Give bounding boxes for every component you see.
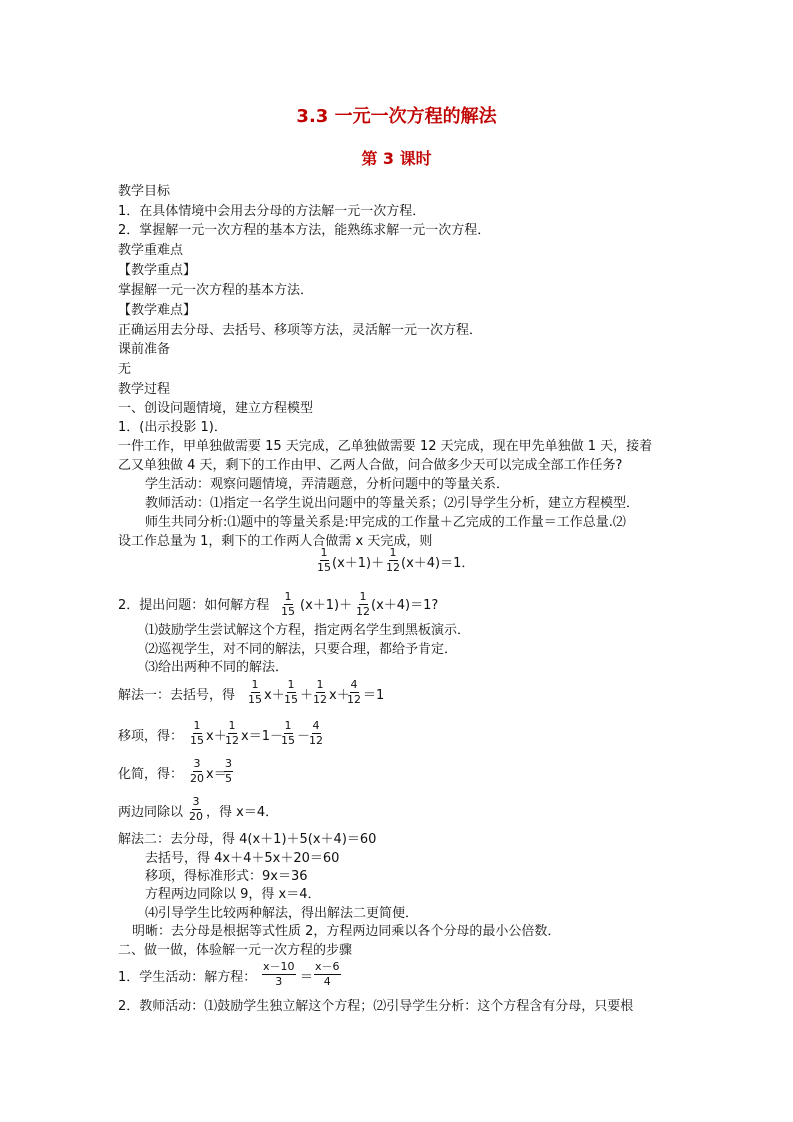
solution-1-text: 解法一：去括号，得 (118, 688, 236, 703)
solution-2: 解法二：去分母，得 4(x＋1)＋5(x＋4)＝60 (118, 832, 377, 847)
heading-preparation: 课前准备 (118, 342, 171, 357)
objective-1: 1．在具体情境中会用去分母的方法解一元一次方程． (118, 204, 426, 219)
fraction: $\frac{1}{15}$ (248, 678, 262, 706)
joint-analysis-2: 设工作总量为 1，剩下的工作两人合做需 x 天完成，则 (118, 534, 433, 549)
equation-part: (x＋1)＋ (332, 556, 385, 571)
objective-2: 2．掌握解一元一次方程的基本方法，能熟练求解一元一次方程． (118, 223, 491, 238)
clarification: 明晰：去分母是根据等式性质 2，方程两边同乘以各个分母的最小公倍数． (132, 924, 561, 939)
solution-2-expand: 去括号，得 4x＋4＋5x＋20＝60 (145, 851, 340, 866)
equation-part: x＝1－ (241, 729, 283, 744)
equation-part: (x＋4)＝1． (401, 556, 475, 571)
student-activity: 学生活动：观察问题情境，弄清题意，分析问题中的等量关系． (145, 477, 510, 492)
simplify-text: 化简，得： (118, 767, 184, 782)
equation-part: (x＋1)＋ (300, 598, 353, 613)
fraction: $\frac{x-10}{3}$ (263, 960, 295, 988)
fraction: $\frac{4}{12}$ (309, 719, 323, 747)
problem-line-2: 乙又单独做 4 天，剩下的工作由甲、乙两人合做，问合做多少天可以完成全部工作任务? (118, 458, 623, 473)
equation-part: x＋ (329, 688, 350, 703)
heading-difficulty: 【教学难点】 (118, 303, 197, 318)
equation-part: x＋ (206, 729, 227, 744)
preparation-text: 无 (118, 362, 132, 377)
fraction: $\frac{1}{15}$ (281, 590, 295, 618)
fraction: $\frac{1}{12}$ (225, 719, 239, 747)
equation-part: ＝1 (363, 688, 385, 703)
equation-part: ＝ (300, 970, 314, 985)
step-patrol: ⑵巡视学生，对不同的解法，只要合理，都给予肯定． (145, 642, 458, 657)
equation-part: ＋ (300, 688, 314, 703)
problem-line-1: 一件工作，甲单独做需要 15 天完成，乙单独做需要 12 天完成，现在甲先单独做 1 天，接着 (118, 439, 653, 454)
equation-part: ，得 x＝4． (206, 805, 279, 820)
equation-part: x＋ (264, 688, 285, 703)
fraction: $\frac{1}{12}$ (356, 590, 370, 618)
fraction: $\frac{1}{15}$ (281, 719, 295, 747)
fraction: $\frac{x-6}{4}$ (315, 960, 340, 988)
fraction: $\frac{1}{15}$ (284, 678, 298, 706)
heading-objectives: 教学目标 (118, 184, 171, 199)
exercise-1-text: 1．学生活动：解方程： (118, 970, 257, 985)
fraction: $\frac{1}{15}$ (317, 546, 331, 574)
focus-text: 掌握解一元一次方程的基本方法． (118, 283, 314, 298)
section-1-heading: 一、创设问题情境，建立方程模型 (118, 401, 314, 416)
joint-analysis-1: 师生共同分析:⑴题中的等量关系是:甲完成的工作量＋乙完成的工作量＝工作总量.⑵ (145, 515, 626, 530)
fraction: $\frac{1}{12}$ (386, 546, 400, 574)
compare-methods: ⑷引导学生比较两种解法，得出解法二更简便． (145, 906, 419, 921)
document-subtitle: 第 3 课时 (361, 149, 432, 168)
step-two-methods: ⑶给出两种不同的解法． (145, 660, 289, 675)
teacher-activity-2: 2．教师活动：⑴鼓励学生独立解这个方程；⑵引导学生分析：这个方程含有分母，只要根 (118, 999, 634, 1014)
equation-part: － (297, 729, 311, 744)
fraction: $\frac{3}{20}$ (190, 757, 204, 785)
heading-key-points: 教学重难点 (118, 243, 184, 258)
section-2-heading: 二、做一做，体验解一元一次方程的步骤 (118, 943, 353, 958)
question-2-text: 2．提出问题：如何解方程 (118, 598, 270, 613)
projection-label: 1．(出示投影 1)． (118, 420, 227, 435)
fraction: $\frac{3}{20}$ (189, 795, 203, 823)
solution-2-divide: 方程两边同除以 9，得 x＝4． (145, 887, 321, 902)
fraction: $\frac{1}{15}$ (190, 719, 204, 747)
step-encourage: ⑴鼓励学生尝试解这个方程，指定两名学生到黑板演示． (145, 623, 471, 638)
move-terms-text: 移项，得： (118, 729, 184, 744)
fraction: $\frac{4}{12}$ (347, 678, 361, 706)
equation-part: (x＋4)＝1? (371, 598, 439, 613)
difficulty-text: 正确运用去分母、去括号、移项等方法，灵活解一元一次方程． (118, 323, 483, 338)
document-title: 3.3 一元一次方程的解法 (296, 106, 497, 127)
solution-2-move: 移项，得标准形式：9x＝36 (145, 869, 308, 884)
heading-process: 教学过程 (118, 382, 171, 397)
fraction: $\frac{3}{5}$ (225, 757, 232, 785)
fraction: $\frac{1}{12}$ (313, 678, 327, 706)
teacher-activity: 教师活动：⑴指定一名学生说出问题中的等量关系；⑵引导学生分析，建立方程模型． (145, 496, 640, 511)
divide-text: 两边同除以 (118, 805, 184, 820)
heading-focus: 【教学重点】 (118, 263, 197, 278)
equation-part: x＝ (206, 767, 227, 782)
